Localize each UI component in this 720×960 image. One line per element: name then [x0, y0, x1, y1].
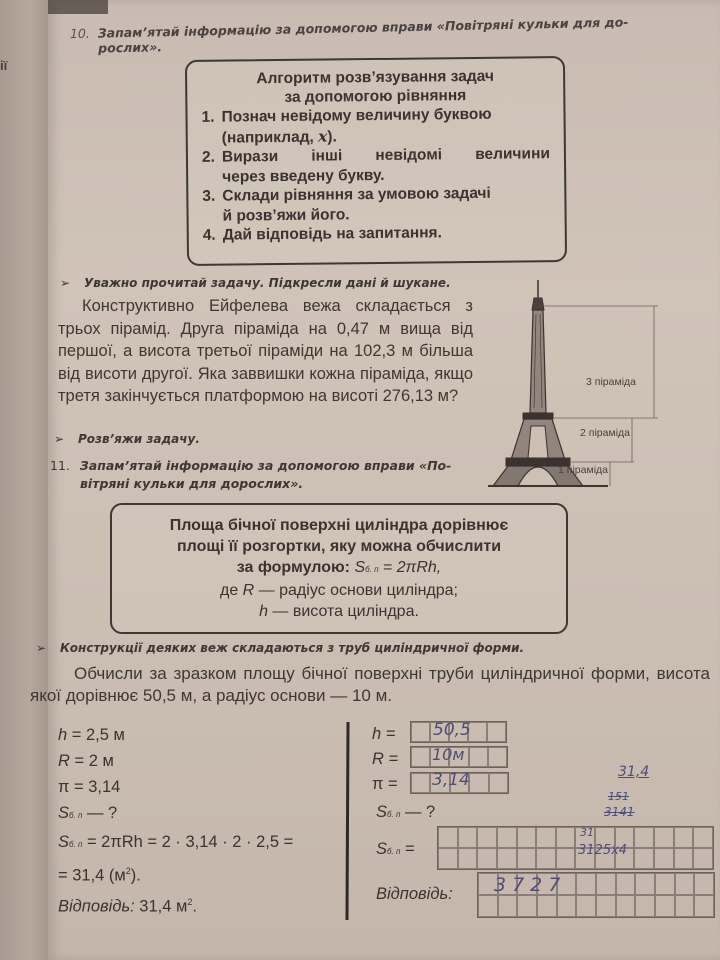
towers-instruction: [36, 641, 524, 655]
sample-result: = 31,4 $(м^2)$.: [58, 866, 141, 885]
step-text: ).: [327, 127, 337, 146]
text: де: [219, 582, 243, 599]
ws-r-label: R =: [372, 750, 399, 768]
step-text: Познач невідому величину буквою: [221, 105, 492, 126]
handwritten-pi: 3,14: [432, 770, 470, 790]
problem-text: [58, 295, 473, 408]
ws-answer-label: Відповідь:: [376, 885, 453, 903]
step-text: Склади рівняння за умовою задачі: [222, 184, 491, 205]
scratch-4: 31: [580, 826, 594, 839]
cylinder-formula-box: [110, 503, 568, 634]
task-10-line1: Запам’ятай інформацію за допомогою вправи «Повітряні кульки для до-: [97, 14, 629, 41]
text: — радіус основи циліндра;: [254, 582, 458, 599]
var-r: R: [242, 582, 255, 599]
label-pyramid-1: 1 піраміда: [558, 464, 608, 476]
formula-subscript: б. п: [365, 565, 379, 574]
algorithm-box: [185, 56, 567, 266]
scratch-3: 3141: [604, 805, 635, 819]
cylinder-line-4: [122, 580, 556, 601]
step-text: (наприклад,: [221, 128, 319, 147]
handwritten-r: 10м: [432, 745, 465, 764]
step-number: 2.: [201, 148, 215, 166]
left-page-edge: [0, 0, 50, 960]
task-11-number: 11.: [50, 458, 70, 473]
top-shadow: [48, 0, 108, 14]
cylinder-line-2: площі її розгортки, яку можна обчислити: [176, 538, 502, 555]
sample-h: h = 2,5 м: [58, 726, 125, 744]
eiffel-tower-figure: [488, 278, 688, 493]
formula-s: S: [354, 559, 366, 576]
task-11-line2: вітряні кульки для дорослих».: [80, 476, 304, 491]
sample-pi: π = 3,14: [58, 778, 121, 796]
text: — висота циліндра.: [267, 603, 419, 620]
arrow-bullet-icon: ➢: [36, 641, 47, 655]
exercise-paragraph: Обчисли за зразком площу бічної поверхні труби циліндричної форми, висота якої дорівнює 50,5 м, а радіус основи — 10 м.: [30, 664, 710, 705]
sample-r: R = 2 м: [58, 752, 114, 770]
algorithm-title-1: Алгоритм розв’язування задач: [256, 67, 495, 88]
task-11-line1: Запам’ятай інформацію за допомогою вправи «По-: [79, 458, 452, 473]
step-text: через введену букву.: [222, 166, 385, 186]
scratch-1: 31,4: [618, 764, 650, 780]
towers-instruction-text: Конструкції деяких веж складаються з труб циліндричної форми.: [60, 641, 525, 655]
algorithm-step: [202, 144, 550, 187]
task-11-heading: [50, 457, 451, 493]
step-text: Дай відповідь на запитання.: [222, 224, 442, 244]
handwritten-answer: 3727: [494, 874, 567, 896]
algorithm-step: [202, 183, 550, 226]
step-number: 3.: [202, 187, 216, 205]
step-number: 1.: [201, 108, 215, 126]
solve-instruction: [54, 432, 200, 446]
handwritten-h: 50,5: [433, 720, 471, 740]
problem-paragraph: Конструктивно Ейфелева вежа складається з трьох пірамід. Друга піраміда на 0,47 м вища від першої, а висота третьої піраміди на 102,3 м більша від висоти другої. Яка заввишки кожна піраміда, якщо третя закінчується платформою на висоті 276,13 м?: [58, 297, 473, 405]
eiffel-tower-icon: [493, 280, 583, 486]
step-text: Вирази інші невідомі величини: [221, 145, 551, 166]
input-s[interactable]: [437, 826, 714, 870]
read-instruction-text: Уважно прочитай задачу. Підкресли дані й шукане.: [84, 276, 451, 290]
formula-prefix: за формулою:: [236, 559, 355, 576]
sample-calculation: Sб. п = 2πRh = 2 · 3,14 · 2 · 2,5 =: [58, 833, 294, 851]
scratch-5: 3125х4: [578, 843, 628, 858]
read-instruction: [60, 276, 451, 290]
formula: = 2πRh,: [378, 559, 442, 576]
ws-pi-label: π =: [372, 775, 398, 793]
step-number: 4.: [202, 226, 216, 244]
task-10-line2: рослих».: [98, 39, 163, 56]
step-text: й розв’яжи його.: [222, 205, 350, 225]
label-pyramid-2: 2 піраміда: [580, 427, 630, 439]
solve-instruction-text: Розв’яжи задачу.: [78, 432, 200, 446]
step-variable: x: [318, 126, 328, 146]
cylinder-line-5: [122, 601, 556, 622]
arrow-bullet-icon: ➢: [60, 276, 71, 290]
algorithm-steps: [201, 104, 550, 245]
ws-h-label: h =: [372, 725, 396, 743]
sample-solution: [58, 722, 293, 919]
algorithm-step: [203, 222, 551, 245]
exercise-text: [30, 663, 710, 707]
sample-unknown: Sб. п — ?: [58, 804, 118, 822]
sample-answer: Відповідь: 31,4 $м^2$.: [58, 896, 197, 915]
label-pyramid-3: 3 піраміда: [586, 376, 636, 388]
ws-s-label: Sб. п =: [376, 840, 415, 858]
cylinder-line-1: Площа бічної поверхні циліндра дорівнює: [169, 517, 509, 534]
ws-unknown: Sб. п — ?: [376, 803, 436, 821]
cylinder-formula-line: [122, 557, 556, 580]
task-10-number: 10.: [69, 25, 90, 42]
arrow-bullet-icon: ➢: [54, 432, 65, 446]
scratch-2: 151: [608, 790, 629, 803]
var-h: h: [259, 603, 268, 620]
algorithm-step: [201, 104, 549, 148]
algorithm-title-2: за допомогою рівняння: [284, 87, 467, 106]
left-page-fragment: ії: [0, 58, 8, 73]
